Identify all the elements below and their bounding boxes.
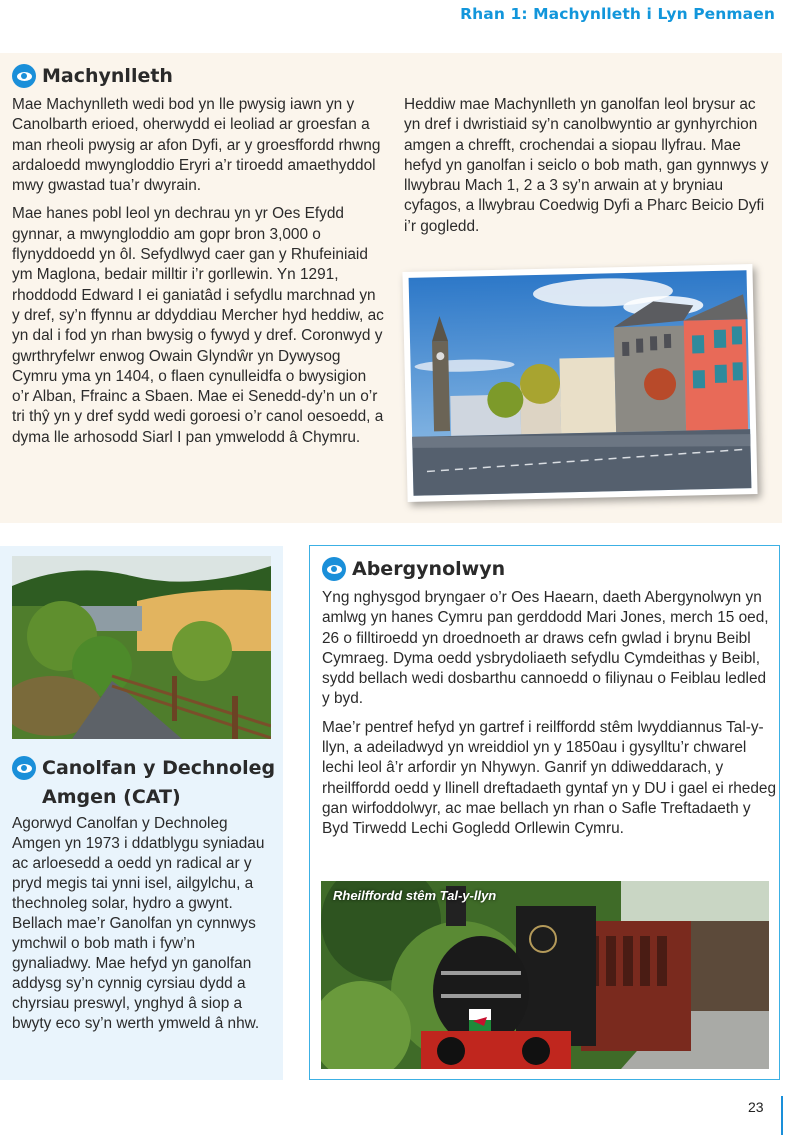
machynlleth-title: Machynlleth (42, 65, 173, 87)
abergynolwyn-para-1: Yng nghysgod bryngaer o’r Oes Haearn, daeth Abergynolwyn yn amlwg yn hanes Cymru pan gerddodd Mari Jones, merch 15 oed, 26 o filltiroedd yn droednoeth ar draws cefn gwlad i brynu Beibl Cymraeg. Dyma oedd ysbrydoliaeth sefydlu Cymdeithas y Beibl, sydd bellach wedi dosbarthu cannoedd o filiynau o Feiblau ledled y byd. (322, 589, 769, 708)
cat-heading (12, 754, 277, 812)
garden-illustration (12, 556, 271, 739)
machynlleth-left-column (12, 95, 384, 456)
page-edge-line (781, 1096, 783, 1135)
eye-icon (322, 557, 346, 581)
page-number: 23 (748, 1099, 764, 1115)
machynlleth-para-1: Mae Machynlleth wedi bod yn lle pwysig iawn yn y Canolbarth erioed, oherwydd ei leoliad ar groesfan a man rheoli pwysig ar afon Dyfi, ar y groesffordd rhwng ardaloedd mwyngloddio Eryri a’r tiroedd amaethyddol mwy gwastad tua’r dwyrain. (12, 96, 381, 195)
eye-icon (12, 64, 36, 88)
machynlleth-para-2: Mae hanes pobl leol yn dechrau yn yr Oes Efydd gynnar, a mwyngloddio am gopr bron 3,000 o flynyddoedd yn ôl. Sefydlwyd caer gan y Rhufeiniaid ym Maglona, bedair milltir i’r gorllewin. Yn 1291, rhoddodd Edward I ei ganiatâd i sefydlu marchnad yn y dref, sy’n ffynnu ar ddyddiau Mercher hyd heddiw, ac yn dal i fod yn rhan bwysig o fywyd y dref. Coronwyd y gwrthryfelwr enwog Owain Glyndŵr yn Dywysog Cymru yma yn 1404, o flaen cynulleidfa o bwysigion o’r Alban, Ffrainc a Sbaen. Mae ei Senedd-dy’n un o’r tri thŷ yn y dref sydd wedi goroesi o’r canol oesoedd, a dyma lle arhosodd Siarl I pan ymwelodd â Chymru. (12, 205, 384, 446)
cat-title: Canolfan y Dechnoleg Amgen (CAT) (42, 757, 276, 808)
street-scene-illustration (402, 264, 757, 502)
abergynolwyn-title: Abergynolwyn (352, 558, 506, 580)
abergynolwyn-heading (322, 557, 505, 581)
machynlleth-box (0, 53, 782, 523)
machynlleth-right-column (404, 95, 770, 245)
steam-train-illustration (321, 881, 769, 1069)
eye-icon (12, 756, 36, 780)
cat-box (0, 546, 283, 1080)
cat-para-1: Agorwyd Canolfan y Dechnoleg Amgen yn 1973 i ddatblygu syniadau ac arloesedd a oedd yn radical ar y pryd megis tai ynni isel, ailgylchu, a thechnoleg solar, hydro a gwynt. Bellach mae’r Ganolfan yn cynnwys ymchwil o bob math i fyw’n gynaliadwy. Mae hefyd yn ganolfan addysg sy’n cynnig cyrsiau dydd a chyrsiau preswyl, ynghyd â siop a bwyty eco sy’n werth ymweld â nhw. (12, 815, 265, 1032)
tal-y-llyn-railway-photo (321, 881, 769, 1069)
machynlleth-street-photo (402, 264, 757, 502)
abergynolwyn-box (309, 545, 780, 1080)
machynlleth-para-3: Heddiw mae Machynlleth yn ganolfan leol brysur ac yn dref i dwristiaid sy’n canolbwyntio ar gynhyrchion amgen a chrefft, crochendai a siopau llyfrau. Mae hefyd yn ganolfan i seiclo o bob math, gan gynnwys y llwybrau Mach 1, 2 a 3 sy’n arwain at y bryniau cyfagos, a llwybrau Coedwig Dyfi a Pharc Beicio Dyfi i’r gogledd. (404, 96, 769, 235)
cat-garden-photo (12, 556, 271, 739)
machynlleth-heading (12, 64, 173, 88)
abergynolwyn-para-2: Mae’r pentref hefyd yn gartref i reilffordd stêm lwyddiannus Tal-y-llyn, a adeiladwyd yn wreiddiol yn y 1850au i gysylltu’r chwarel lechi leol â’r arfordir yn Nhywyn. Ganrif yn ddiweddarach, y rheilffordd oedd y llinell dreftadaeth gyntaf yn y DU i gael ei rhedeg gan wirfoddolwyr, ac mae bellach yn rhan o Safle Treftadaeth y Byd Tirwedd Lechi Gogledd Orllewin Cymru. (322, 718, 777, 838)
section-header: Rhan 1: Machynlleth i Lyn Penmaen (460, 5, 775, 23)
abergynolwyn-body (322, 588, 777, 848)
photo-caption: Rheilffordd stêm Tal-y-llyn (333, 888, 497, 903)
cat-body (12, 814, 277, 1042)
